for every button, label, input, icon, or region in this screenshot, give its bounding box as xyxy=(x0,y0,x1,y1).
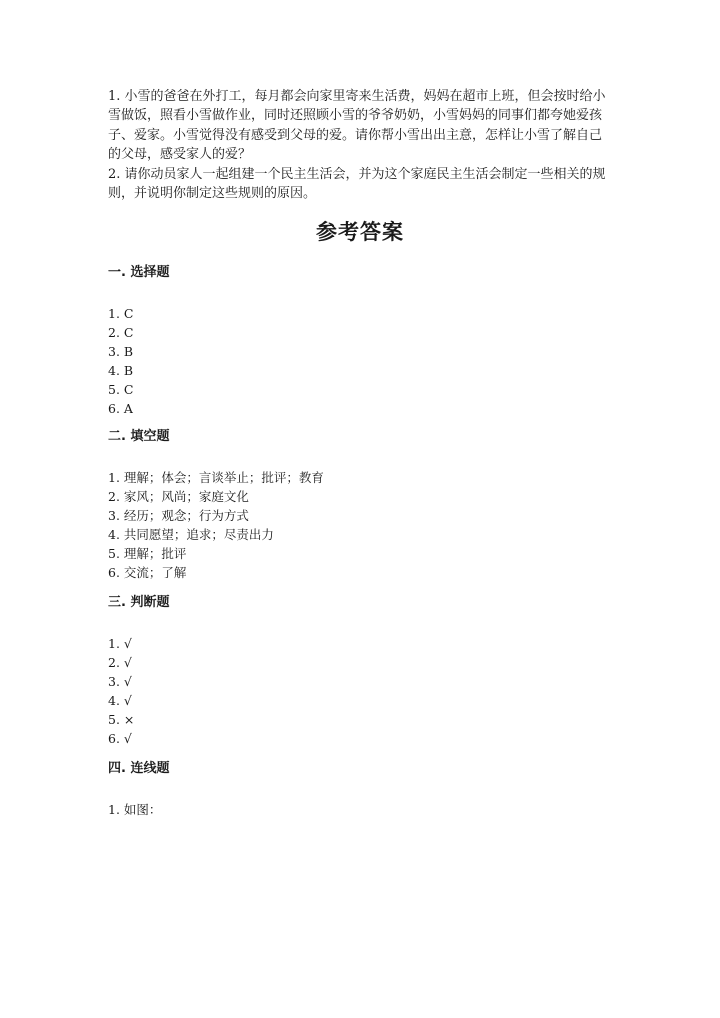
answer-item: 4. √ xyxy=(108,693,132,708)
question-1: 1. 小雪的爸爸在外打工，每月都会向家里寄来生活费，妈妈在超市上班，但会按时给小雪做饭，照看小雪做作业，同时还照顾小雪的爷爷奶奶，小雪妈妈的同事们都夸她爱孩子、爱家。小雪觉得没有感受到父母的爱。请你帮小雪出出主意，怎样让小雪了解自己的父母，感受家人的爱？ xyxy=(108,89,606,163)
answer-item: 1. 如图： xyxy=(108,802,162,817)
answer-item: 1. C xyxy=(108,306,134,321)
section-choice xyxy=(108,264,588,418)
section-heading: 二. 填空题 xyxy=(108,429,170,444)
section-fill-blank xyxy=(108,428,588,582)
answer-item: 3. √ xyxy=(108,674,132,689)
answer-item: 2. C xyxy=(108,325,134,340)
answer-list xyxy=(108,634,588,748)
section-heading: 三. 判断题 xyxy=(108,595,170,610)
answer-list xyxy=(108,800,588,819)
answer-list xyxy=(108,304,588,418)
answer-item: 2. √ xyxy=(108,655,132,670)
question-2: 2. 请你动员家人一起组建一个民主生活会，并为这个家庭民主生活会制定一些相关的规则，并说明你制定这些规则的原因。 xyxy=(108,166,606,202)
answer-item: 6. 交流；了解 xyxy=(108,565,187,580)
section-true-false xyxy=(108,594,588,748)
answer-item: 6. √ xyxy=(108,731,132,746)
answer-list xyxy=(108,468,588,582)
answer-item: 4. B xyxy=(108,363,134,378)
answer-item: 3. B xyxy=(108,344,134,359)
answer-item: 6. A xyxy=(108,401,133,416)
section-matching xyxy=(108,760,588,819)
section-heading: 四. 连线题 xyxy=(108,761,170,776)
answer-item: 1. 理解；体会；言谈举止；批评；教育 xyxy=(108,470,324,485)
question-block xyxy=(108,87,608,203)
section-heading: 一. 选择题 xyxy=(108,265,170,280)
answer-item: 2. 家风；风尚；家庭文化 xyxy=(108,489,249,504)
answer-item: 5. C xyxy=(108,382,134,397)
answer-item: 1. √ xyxy=(108,636,132,651)
answer-item: 4. 共同愿望；追求；尽责出力 xyxy=(108,527,274,542)
answer-item: 3. 经历；观念；行为方式 xyxy=(108,508,249,523)
answer-item: 5. × xyxy=(108,712,135,727)
answer-item: 5. 理解；批评 xyxy=(108,546,187,561)
answer-title: 参考答案 xyxy=(316,220,404,244)
